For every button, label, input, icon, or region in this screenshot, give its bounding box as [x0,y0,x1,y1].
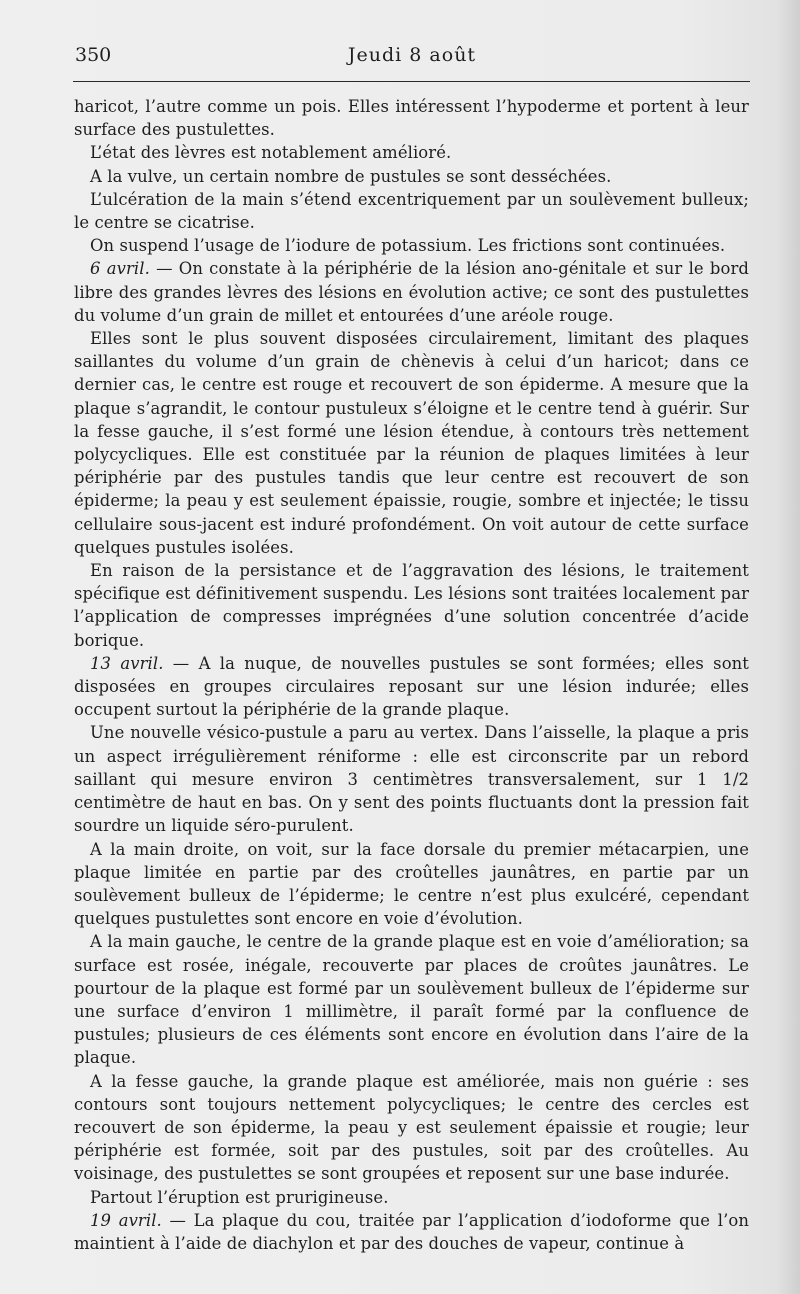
header-rule [73,81,750,82]
paragraph-text: En raison de la persistance et de l’aggravation des lésions, le traitement spécifique est définitivement suspendu. Les lésions sont traitées localement par l’application de compresses imprégnées d’une solution concentrée d’acide borique. [74,561,749,650]
date-label: 13 avril. [90,653,164,673]
body-text [74,95,749,1255]
date-label: 6 avril. [90,259,150,279]
paragraph [74,1186,749,1209]
paragraph-text: A la main gauche, le centre de la grande plaque est en voie d’amélioration; sa surface est rosée, inégale, recouverte par places de croûtes jaunâtres. Le pourtour de la plaque est formé par un soulèvement bulleux de l’épiderme sur une surface d’environ 1 millimètre, il paraît formé par la confluence de pustules; plusieurs de ces éléments sont encore en évolution dans l’aire de la plaque. [74,932,749,1068]
paragraph-text: On suspend l’usage de l’iodure de potassium. Les frictions sont continuées. [90,236,726,256]
paragraph-text: Partout l’éruption est prurigineuse. [90,1187,389,1207]
paragraph-text: — On constate à la périphérie de la lésion ano-génitale et sur le bord libre des grandes lèvres des lésions en évolution active; ce sont des pustulettes du volume d’un grain de millet et entourées d’une aréole rouge. [74,259,749,325]
paragraph-text: Une nouvelle vésico-pustule a paru au vertex. Dans l’aisselle, la plaque a pris un aspect irrégulièrement réniforme : elle est circonscrite par un rebord saillant qui mesure environ 3 centimètres transversalement, sur 1 1/2 centimètre de haut en bas. On y sent des points fluctuants dont la pression fait sourdre un liquide séro-purulent. [74,723,749,836]
paragraph [74,188,749,234]
paragraph-text: — La plaque du cou, traitée par l’application d’iodoforme que l’on maintient à l’aide de diachylon et par des douches de vapeur, continue à [74,1210,750,1253]
paragraph-text: L’état des lèvres est notablement amélioré. [90,143,452,163]
page-header [73,42,751,74]
paragraph [74,165,749,188]
paragraph [74,1070,749,1186]
paragraph [74,327,749,559]
paragraph-text: A la fesse gauche, la grande plaque est améliorée, mais non guérie : ses contours sont toujours nettement polycycliques; le centre des cercles est recouvert de son épiderme, la peau y est seulement épaissie et rougie; leur périphérie est formée, soit par des pustules, soit par des croûtelles. Au voisinage, des pustulettes se sont groupées et reposent sur une base indurée. [74,1071,749,1184]
paragraph-text: A la vulve, un certain nombre de pustules se sont desséchées. [90,166,612,186]
paragraph [74,257,749,327]
paragraph [74,652,749,722]
running-title: Jeudi 8 août [347,44,477,66]
paragraph-text: haricot, l’autre comme un pois. Elles intéressent l’hypoderme et portent à leur surface des pustulettes. [74,97,749,140]
paragraph [74,930,749,1069]
paragraph [74,141,749,164]
paragraph-text: Elles sont le plus souvent disposées circulairement, limitant des plaques saillantes du volume d’un grain de chènevis à celui d’un haricot; dans ce dernier cas, le centre est rouge et recouvert de son épiderme. A mesure que la plaque s’agrandit, le contour pustuleux s’éloigne et le centre tend à guérir. Sur la fesse gauche, il s’est formé une lésion étendue, à contours très nettement polycycliques. Elle est constituée par la réunion de plaques limitées à leur périphérie par des pustules tandis que leur centre est recouvert de son épiderme; la peau y est seulement épaissie, rougie, sombre et injectée; le tissu cellulaire sous-jacent est induré profondément. On voit autour de cette surface quelques pustules isolées. [74,329,749,557]
paragraph [74,559,749,652]
date-label: 19 avril. [90,1210,162,1230]
paragraph-text: — A la nuque, de nouvelles pustules se sont formées; elles sont disposées en groupes circulaires reposant sur une lésion indurée; elles occupent surtout la périphérie de la grande plaque. [74,653,749,720]
page-number: 350 [75,44,112,66]
paragraph-text: A la main droite, on voit, sur la face dorsale du premier métacarpien, une plaque limitée en partie par des croûtelles jaunâtres, en partie par un soulèvement bulleux de l’épiderme; le centre n’est plus exulcéré, cependant quelques pustulettes sont encore en voie d’évolution. [74,839,749,929]
paragraph-text: L’ulcération de la main s’étend excentriquement par un soulèvement bulleux; le centre se cicatrise. [74,189,749,233]
paragraph [74,721,749,837]
paragraph [74,838,749,931]
paragraph [74,1209,749,1255]
paragraph [74,234,749,257]
paragraph [74,95,749,141]
